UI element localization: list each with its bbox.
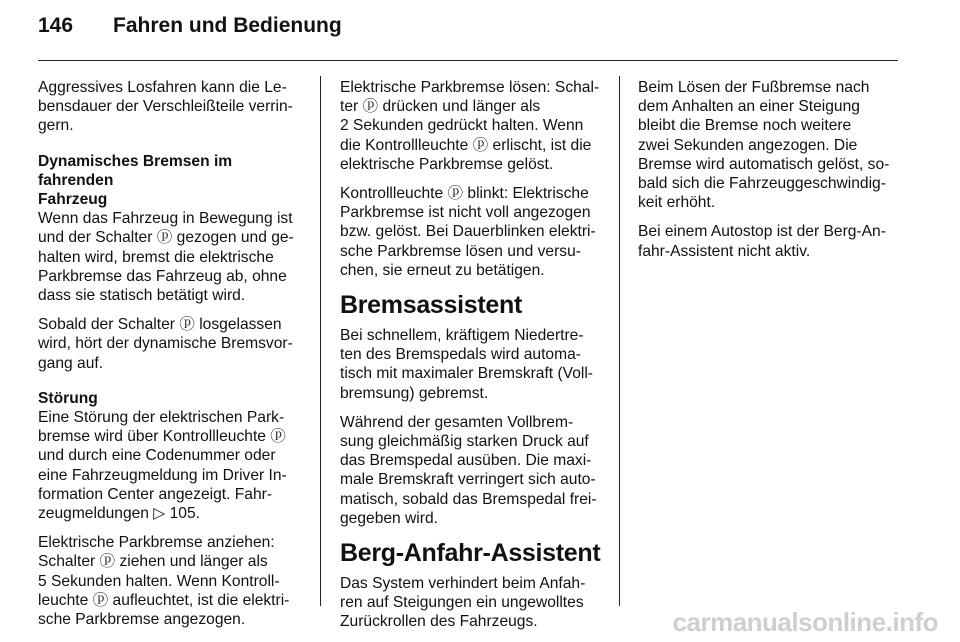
- paragraph: Elektrische Parkbremse anziehen: Schalter ⓟ ziehen und länger als 5 Sekunden halten. Wenn Kontroll- leuchte ⓟ aufleuchtet, ist die elektri- sche Parkbremse angezogen.: [38, 534, 290, 629]
- paragraph: Elektrische Parkbremse lösen: Schal- ter ⓟ drücken und länger als 2 Sekunden gedrückt halten. Wenn die Kontrollleuchte ⓟ erlischt, ist die elektrische Parkbremse gelöst.: [340, 79, 600, 173]
- column-1: [38, 78, 306, 639]
- heading-brake-assist: Bremsassistent: [340, 291, 523, 320]
- column-divider-1: [320, 76, 321, 606]
- paragraph: Beim Lösen der Fußbremse nach dem Anhalten an einer Steigung bleibt die Bremse noch weitere zwei Sekunden angezogen. Die Bremse wird automatisch gelöst, so- bald sich die Fahrzeuggeschwindig- keit erhöht.: [638, 79, 890, 212]
- paragraph: Während der gesamten Vollbrem- sung gleichmäßig starken Druck auf das Bremspedal ausüben. Die maxi- male Bremskraft verringert sich auto- matisch, sobald das Bremspedal frei- gegeben wird.: [340, 413, 597, 527]
- header-rule: [38, 60, 898, 61]
- paragraph: Sobald der Schalter ⓟ losgelassen wird, hört der dynamische Bremsvor- gang auf.: [38, 316, 293, 372]
- subheading-dynamic-braking: Dynamisches Bremsen im fahrenden Fahrzeug: [38, 152, 233, 209]
- paragraph: Wenn das Fahrzeug in Bewegung ist und der Schalter ⓟ gezogen und ge- halten wird, bremst die elektrische Parkbremse das Fahrzeug ab, ohne dass sie statisch betätigt wird.: [38, 210, 294, 305]
- watermark: carmanualsonline.info: [672, 607, 938, 637]
- page-header: [38, 14, 342, 54]
- paragraph: Kontrollleuchte ⓟ blinkt: Elektrische Parkbremse ist nicht voll angezogen bzw. gelöst. Bei Dauerblinken elektri- sche Parkbremse lösen und versu- chen, sie erneut zu betätigen.: [340, 185, 596, 279]
- paragraph: Aggressives Losfahren kann die Le- bensdauer der Verschleißteile verrin- gern.: [38, 79, 293, 135]
- page-number: 146: [38, 14, 74, 37]
- paragraph: Eine Störung der elektrischen Park- bremse wird über Kontrollleuchte ⓟ und durch eine Codenummer oder eine Fahrzeugmeldung im Driver In- formation Center angezeigt. Fahr- zeugmeldungen ▷ 105.: [38, 409, 287, 523]
- column-3: [638, 78, 906, 271]
- paragraph: Das System verhindert beim Anfah- ren auf Steigungen ein ungewolltes Zurückrollen des Fahrzeugs.: [340, 575, 586, 631]
- subheading-malfunction: Störung: [38, 389, 98, 407]
- chapter-title: Fahren und Bedienung: [113, 14, 342, 37]
- column-divider-2: [619, 76, 620, 606]
- heading-hill-start-assist: Berg-Anfahr-Assistent: [340, 539, 601, 568]
- paragraph: Bei schnellem, kräftigem Niedertre- ten des Bremspedals wird automa- tisch mit maximaler Bremskraft (Voll- bremsung) gebremst.: [340, 327, 594, 402]
- paragraph: Bei einem Autostop ist der Berg-An- fahr-Assistent nicht aktiv.: [638, 223, 886, 260]
- column-2: [340, 78, 608, 642]
